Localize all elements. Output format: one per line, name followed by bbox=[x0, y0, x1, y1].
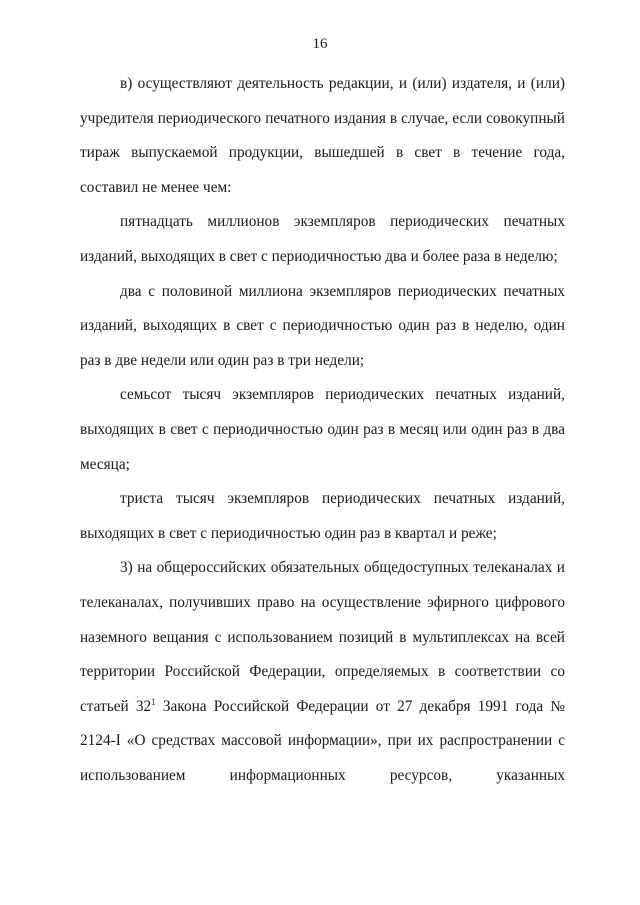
paragraph-fifteen-million: пятнадцать миллионов экземпляров периодических печатных изданий, выходящих в свет с периодичностью два и более раза в неделю; bbox=[80, 213, 565, 265]
page-number: 16 bbox=[312, 36, 328, 52]
paragraph-seven-hundred-thousand: семьсот тысяч экземпляров периодических печатных изданий, выходящих в свет с периодичностью один раз в месяц или один раз в два месяца; bbox=[80, 386, 565, 473]
paragraph-3-text-start: 3) на общероссийских обязательных общедоступных телеканалах и телеканалах, получивших право на осуществление эфирного цифрового наземного вещания с использованием позиций в мультиплексах на всей территории Российской Федерации, определяемых в соответствии со статьей 32 bbox=[80, 559, 565, 715]
paragraph-two-and-half-million: два с половиной миллиона экземпляров периодических печатных изданий, выходящих в свет с периодичностью один раз в неделю, один раз в две недели или один раз в три недели; bbox=[80, 282, 565, 369]
paragraph-v: в) осуществляют деятельность редакции, и (или) издателя, и (или) учредителя периодического печатного издания в случае, если совокупный тираж выпускаемой продукции, вышедшей в свет в течение года, составил не менее чем: bbox=[80, 75, 565, 196]
paragraph-three-hundred-thousand: триста тысяч экземпляров периодических печатных изданий, выходящих в свет с периодичностью один раз в квартал и реже; bbox=[80, 490, 565, 542]
document-body bbox=[80, 67, 565, 793]
article-superscript: 1 bbox=[151, 696, 156, 707]
paragraph-3-television bbox=[80, 551, 565, 793]
paragraph-3-text-end: Закона Российской Федерации от 27 декабря 1991 года № 2124-I «О средствах массовой информации», при их распространении с использованием информационных ресурсов, указанных bbox=[80, 697, 565, 784]
